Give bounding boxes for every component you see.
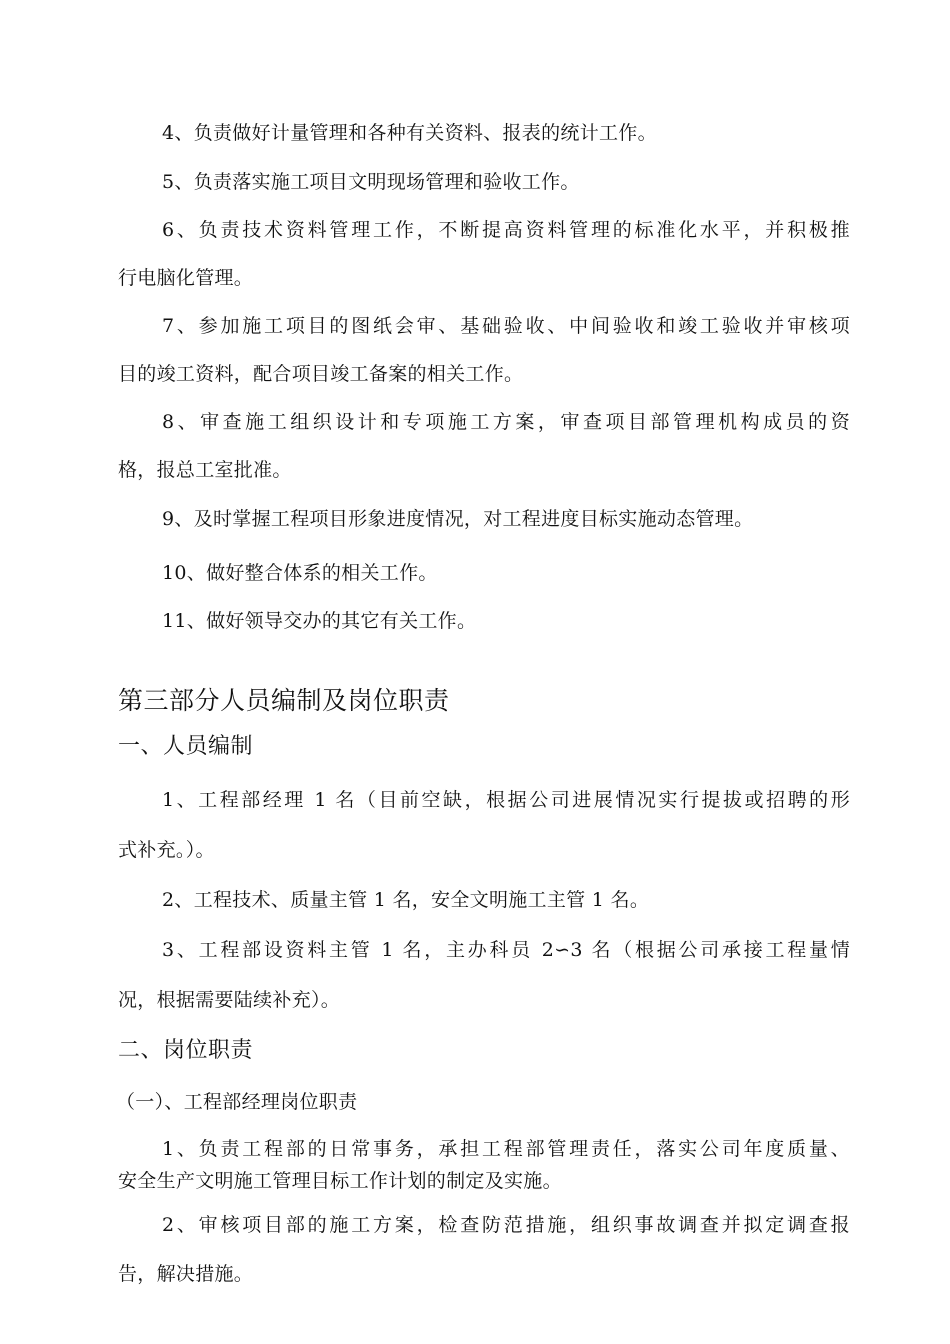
paragraph-line: 1、负责工程部的日常事务，承担工程部管理责任，落实公司年度质量、 <box>162 1138 850 1160</box>
paragraph-line: 8、审查施工组织设计和专项施工方案，审查项目部管理机构成员的资 <box>162 411 850 433</box>
paragraph-line: 况，根据需要陆续补充）。 <box>118 989 341 1011</box>
paragraph-line: 4、负责做好计量管理和各种有关资料、报表的统计工作。 <box>162 122 657 144</box>
paragraph-line: 安全生产文明施工管理目标工作计划的制定及实施。 <box>118 1170 562 1192</box>
paragraph-line: 3、工程部设资料主管 1 名，主办科员 2∽3 名（根据公司承接工程量情 <box>162 939 850 961</box>
paragraph-line: 2、工程技术、质量主管 1 名，安全文明施工主管 1 名。 <box>162 889 650 911</box>
paragraph-line: 告，解决措施。 <box>118 1263 254 1285</box>
paragraph-line: 行电脑化管理。 <box>118 267 254 289</box>
section-heading: 第三部分人员编制及岗位职责 <box>118 686 450 715</box>
paragraph-line: 11、做好领导交办的其它有关工作。 <box>162 610 477 632</box>
sub-subsection-heading: （一）、工程部经理岗位职责 <box>116 1091 358 1113</box>
paragraph-line: 目的竣工资料，配合项目竣工备案的相关工作。 <box>118 363 524 385</box>
paragraph-line: 2、审核项目部的施工方案，检查防范措施，组织事故调查并拟定调查报 <box>162 1214 850 1236</box>
paragraph-line: 6、负责技术资料管理工作，不断提高资料管理的标准化水平，并积极推 <box>162 219 850 241</box>
paragraph-line: 式补充。）。 <box>118 839 215 861</box>
paragraph-line: 5、负责落实施工项目文明现场管理和验收工作。 <box>162 171 580 193</box>
paragraph-line: 9、及时掌握工程项目形象进度情况，对工程进度目标实施动态管理。 <box>162 508 754 530</box>
subsection-heading: 二、岗位职责 <box>118 1038 254 1063</box>
paragraph-line: 7、参加施工项目的图纸会审、基础验收、中间验收和竣工验收并审核项 <box>162 315 850 337</box>
paragraph-line: 格，报总工室批准。 <box>118 459 292 481</box>
subsection-heading: 一、人员编制 <box>118 734 254 759</box>
paragraph-line: 1、工程部经理 1 名（目前空缺，根据公司进展情况实行提拔或招聘的形 <box>162 789 850 811</box>
paragraph-line: 10、做好整合体系的相关工作。 <box>162 562 438 584</box>
